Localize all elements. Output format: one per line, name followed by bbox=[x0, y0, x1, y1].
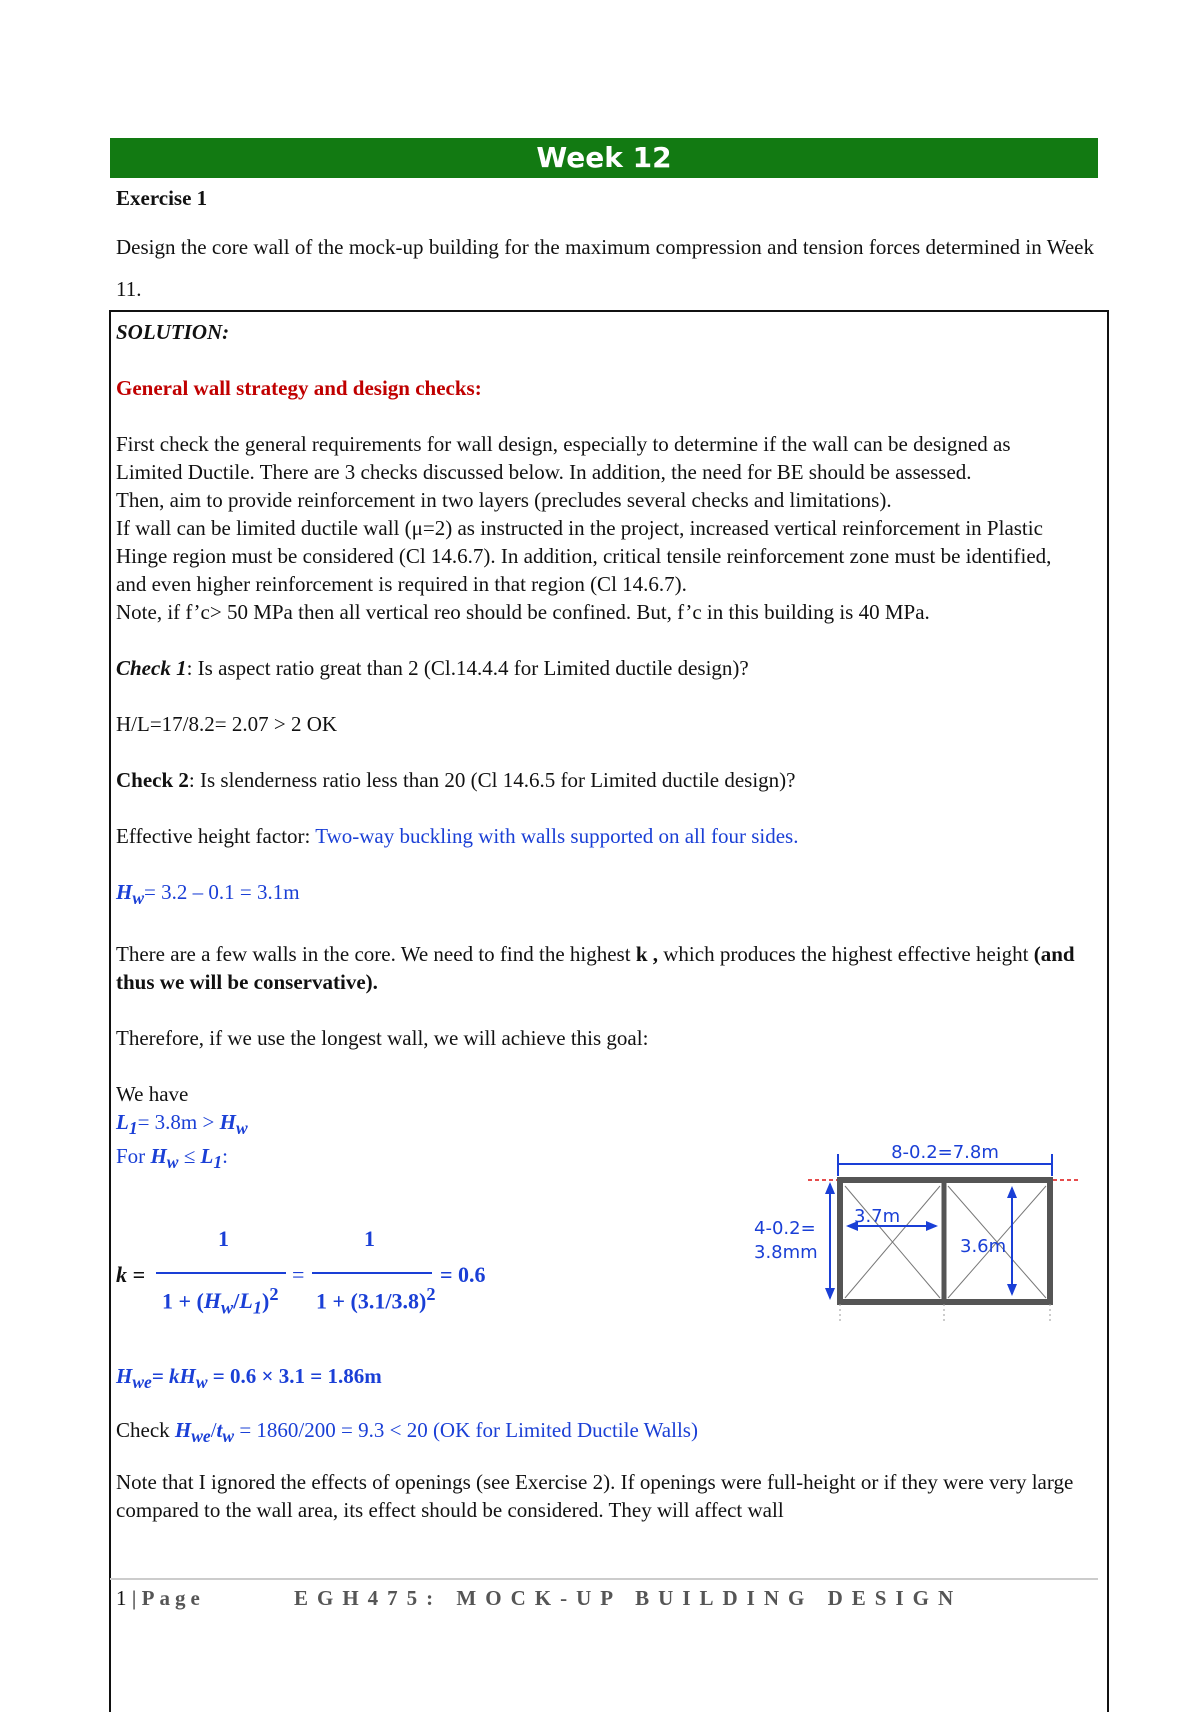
solution-heading: SOLUTION: bbox=[116, 320, 230, 344]
inner-dimension-2: 3.6m bbox=[960, 1236, 1007, 1257]
check-1-label: Check 1 bbox=[116, 656, 187, 680]
note-openings: Note that I ignored the effects of openings (see Exercise 2). If openings were full-height or if they were very large compared to the wall area, its effect should be considered. They will affect wall bbox=[116, 1470, 1074, 1522]
check-2-label: Check 2 bbox=[116, 768, 189, 792]
strategy-para-3: If wall can be limited ductile wall (μ=2) as instructed in the project, increased vertical reinforcement in Plastic Hinge region must be considered (Cl 14.6.7). In addition, critical tensile reinforcement zone must be identified, and even higher reinforcement is required in that region (Cl 14.6.7). bbox=[116, 516, 1052, 596]
left-dimension-1: 4-0.2= bbox=[754, 1218, 816, 1239]
check-2-text: : Is slenderness ratio less than 20 (Cl 14.6.5 for Limited ductile design)? bbox=[188, 768, 796, 792]
we-have: We have bbox=[116, 1082, 189, 1107]
left-dimension-2: 3.8mm bbox=[754, 1242, 818, 1263]
strategy-para-4: Note, if f’c> 50 MPa then all vertical reo should be confined. But, f’c in this building is 40 MPa. bbox=[116, 600, 930, 624]
effective-height-value: Two-way buckling with walls supported on all four sides. bbox=[315, 824, 799, 848]
footer-divider bbox=[110, 1578, 1098, 1580]
page-number: 1 bbox=[116, 1586, 127, 1610]
week-banner: Week 12 bbox=[110, 138, 1098, 178]
hwe-equation: $H_{we}= kH_w = 0.6 \times 3.1 = 1.86m$ bbox=[116, 1364, 382, 1393]
hw-equation: $H_w= 3.2 - 0.1 = 3.1m$ bbox=[116, 880, 300, 909]
therefore-para: Therefore, if we use the longest wall, we will achieve this goal: bbox=[116, 1026, 649, 1051]
core-wall-diagram bbox=[750, 1136, 1090, 1336]
effective-height-label: Effective height factor: bbox=[116, 824, 316, 848]
strategy-para-2: Then, aim to provide reinforcement in two layers (precludes several checks and limitations). bbox=[116, 488, 892, 512]
page-label: Page bbox=[141, 1586, 205, 1610]
effective-height-line bbox=[116, 822, 1076, 850]
check-1-text: : Is aspect ratio great than 2 (Cl.14.4.4 for Limited ductile design)? bbox=[186, 656, 749, 680]
check-1-result: H/L=17/8.2= 2.07 > 2 OK bbox=[116, 712, 338, 736]
check-1 bbox=[116, 654, 1076, 682]
l1-line: $L_1= 3.8m > H_w$ bbox=[116, 1110, 248, 1139]
strategy-heading: General wall strategy and design checks: bbox=[116, 376, 482, 400]
k-equation: k = 1 $1 + (H_w/L_1)^2$ = 1 $1 + (3.1/3.8)^2$ = 0.6 bbox=[116, 1226, 486, 1318]
check-2 bbox=[116, 766, 1076, 794]
for-line: For $H_w \le L_1$: bbox=[116, 1144, 228, 1173]
inner-dimension-1: 3.7m bbox=[854, 1206, 901, 1227]
course-title: EGH475: MOCK-UP BUILDING DESIGN bbox=[294, 1586, 963, 1610]
solution-content bbox=[116, 318, 1076, 1177]
few-walls-para: There are a few walls in the core. We need to find the highest k , which produces the highest effective height (and thus we will be conservative). bbox=[116, 942, 1075, 995]
exercise-title: Exercise 1 bbox=[116, 186, 208, 210]
top-dimension: 8-0.2=7.8m bbox=[891, 1142, 999, 1163]
check-hwe: Check $H_{we}/t_w = 1860/200 = 9.3 < 20$ (OK for Limited Ductile Walls) bbox=[116, 1418, 698, 1447]
strategy-para-1: First check the general requirements for wall design, especially to determine if the wall can be designed as Limited Ductile. There are 3 checks discussed below. In addition, the need for BE should be assessed. bbox=[116, 432, 1011, 484]
exercise-intro: Design the core wall of the mock-up building for the maximum compression and tension forces determined in Week 11. bbox=[116, 235, 1094, 301]
page-footer: 1 | Page EGH475: MOCK-UP BUILDING DESIGN bbox=[116, 1586, 963, 1610]
